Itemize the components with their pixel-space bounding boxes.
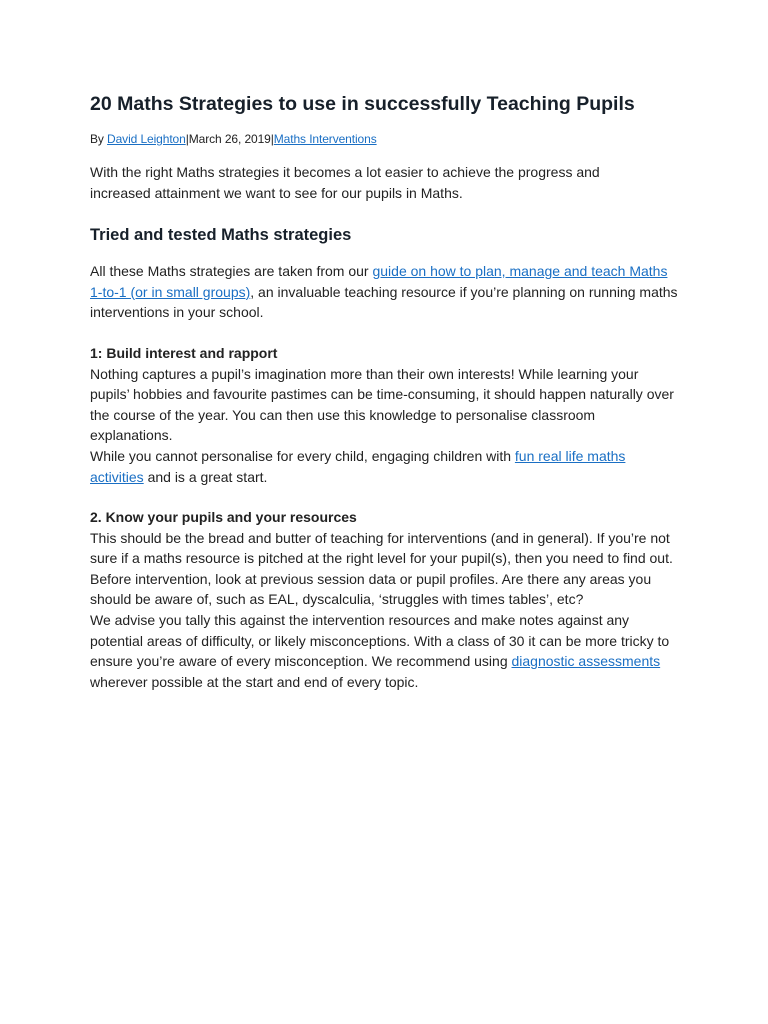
strategy-heading: 1: Build interest and rapport [90,345,278,361]
strategy-paragraph [90,610,680,692]
strategy-paragraph [90,446,680,487]
guide-link[interactable]: guide on how to plan, manage and teach Maths 1-to-1 (or in small groups) [90,263,668,300]
activities-link[interactable]: fun real life maths activities [90,447,626,485]
strategy-text: We advise you tally this against the intervention resources and make notes against any potential areas of difficulty, or likely misconceptions. With a class of 30 it can be more tricky to ensure you’re aware of every misconception. We recommend using [90,611,670,670]
section-heading: Tried and tested Maths strategies [90,226,352,244]
strategy-paragraph: This should be the bread and butter of teaching for interventions (and in general). If you’re not sure if a maths resource is pitched at the right level for your pupil(s), then you need to find out. [90,529,673,567]
strategy-paragraph: Nothing captures a pupil’s imagination more than their own interests! While learning your pupils’ hobbies and favourite pastimes can be time-consuming, it should happen naturally over the course of the year. You can then use this knowledge to personalise classroom explanations. [90,365,674,444]
section-intro-text-end: , an invaluable teaching resource if you’re planning on running maths interventions in your school. [90,283,678,321]
strategy-heading: 2. Know your pupils and your resources [90,509,357,525]
byline-prefix: By [90,132,108,146]
author-link[interactable]: David Leighton [107,132,186,146]
byline-separator: | [185,132,189,146]
section-intro [90,261,680,323]
strategy-text: While you cannot personalise for every child, engaging children with [90,447,515,464]
byline-separator: | [270,132,274,146]
article-title: 20 Maths Strategies to use in successfully Teaching Pupils [90,93,635,115]
publish-date: March 26, 2019 [188,132,271,146]
diagnostic-assessments-link[interactable]: diagnostic assessments [511,653,661,670]
strategy-text-end: wherever possible at the start and end of every topic. [90,673,419,690]
intro-paragraph: With the right Maths strategies it becomes a lot easier to achieve the progress and increased attainment we want to see for our pupils in Maths. [90,164,600,201]
section-intro-text: All these Maths strategies are taken from our [90,263,373,279]
strategy-paragraph: Before intervention, look at previous session data or pupil profiles. Are there any areas you should be aware of, such as EAL, dyscalculia, ‘struggles with times tables’, etc? [90,570,652,608]
strategy-1 [90,343,680,487]
strategy-2 [90,507,680,692]
section-intro-paragraph [90,261,680,323]
category-link[interactable]: Maths Interventions [273,132,377,146]
strategy-text-end: and is a great start. [143,468,268,485]
byline [90,131,377,147]
